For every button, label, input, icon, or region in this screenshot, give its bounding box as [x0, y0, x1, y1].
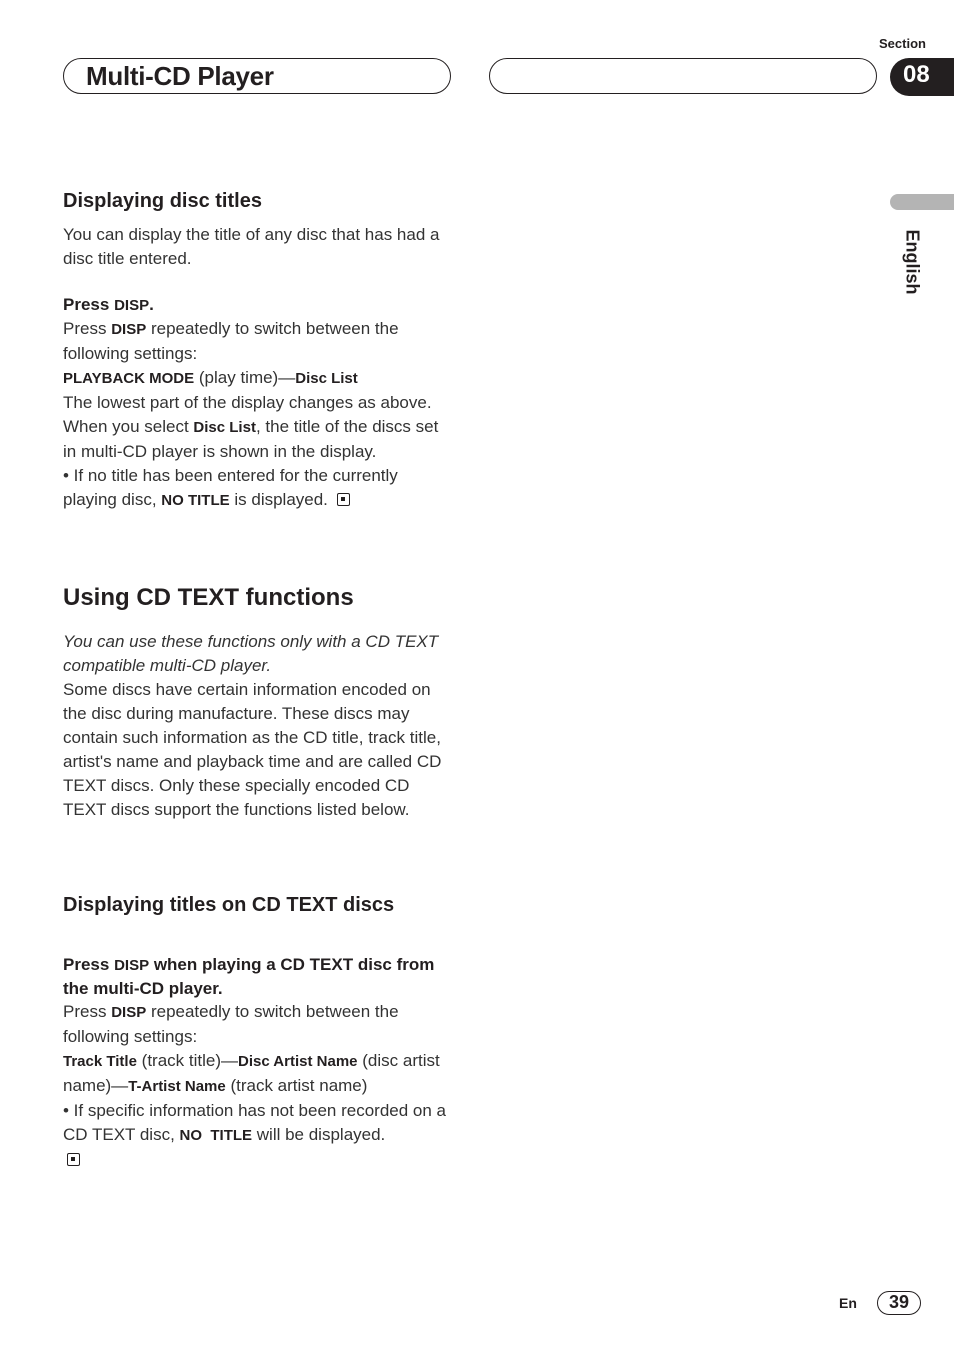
detail-text: Press — [63, 319, 107, 338]
cd-text-titles-step — [63, 953, 455, 1000]
header-title-box — [63, 58, 451, 94]
section-number-tab — [890, 58, 954, 96]
setting-track-title: Track Title — [63, 1053, 137, 1070]
disc-titles-note — [63, 464, 455, 513]
no-title-key: NO TITLE — [161, 492, 230, 509]
section-label: Section — [879, 36, 926, 51]
cd-text-titles-note — [63, 1099, 455, 1172]
setting-desc: (track artist name) — [230, 1076, 368, 1095]
step-period: . — [149, 295, 154, 314]
setting-desc: (track title)— — [141, 1051, 239, 1070]
language-tab — [890, 194, 954, 210]
page-number: 39 — [877, 1291, 921, 1315]
cd-text-titles-detail — [63, 1000, 455, 1049]
disc-titles-intro: You can display the title of any disc that has had a disc title entered. — [63, 225, 440, 268]
footer-language-code: En — [839, 1295, 857, 1311]
cd-text-section — [63, 584, 455, 822]
note-text: • If specific information has not been recorded on a CD TEXT disc, — [63, 1101, 447, 1144]
language-label: English — [902, 229, 923, 295]
disc-titles-step — [63, 293, 455, 317]
note-text: • If no title has been entered for the currently playing disc, — [63, 466, 398, 509]
cd-text-titles-settings — [63, 1049, 455, 1099]
disp-key: DISP — [111, 321, 147, 338]
page-title: Multi-CD Player — [86, 61, 274, 91]
no-title-key: NO TITLE — [179, 1127, 253, 1144]
disc-list-key: Disc List — [193, 419, 256, 436]
setting-desc: (play time)— — [198, 368, 296, 387]
disc-titles-detail — [63, 317, 455, 366]
header-blank-box — [489, 58, 877, 94]
setting-t-artist-name: T-Artist Name — [128, 1078, 226, 1095]
disp-key: DISP — [114, 297, 150, 314]
cd-text-body: Some discs have certain information encoded on the disc during manufacture. These discs may contain such information as the CD title, track title, artist's name and playback time and are called CD TEXT discs. Only these specially encoded CD TEXT discs support the functions listed below. — [63, 680, 442, 819]
setting-playback-mode: PLAYBACK MODE — [63, 370, 195, 387]
cd-text-italic-note: You can use these functions only with a CD TEXT compatible multi-CD player. — [63, 632, 439, 675]
disp-key: DISP — [114, 957, 150, 974]
body-text: The lowest part of the display changes as above. When you select — [63, 393, 432, 436]
cd-text-heading: Using CD TEXT functions — [63, 584, 354, 611]
disc-titles-body — [63, 391, 455, 464]
end-mark-icon — [67, 1153, 80, 1166]
cd-text-titles-heading: Displaying titles on CD TEXT discs — [63, 894, 395, 916]
disc-titles-settings — [63, 366, 455, 391]
detail-text: repeatedly to switch between the following settings: — [63, 319, 399, 363]
section-number: 08 — [903, 61, 930, 88]
setting-disc-artist-name: Disc Artist Name — [238, 1053, 358, 1070]
setting-disc-list: Disc List — [295, 370, 358, 387]
step-rest-text: when playing a CD TEXT disc from the multi-CD player. — [63, 955, 435, 998]
note-text: will be displayed. — [256, 1125, 386, 1144]
step-press-text: Press — [63, 295, 110, 314]
note-text: is displayed. — [234, 490, 328, 509]
body-text: , the title of the discs set in multi-CD player is shown in the display. — [63, 417, 439, 461]
disp-key: DISP — [111, 1004, 147, 1021]
setting-desc: (disc artist name)— — [63, 1051, 440, 1095]
disc-titles-heading: Displaying disc titles — [63, 190, 262, 212]
end-mark-icon — [337, 493, 350, 506]
detail-text: repeatedly to switch between the following settings: — [63, 1002, 399, 1046]
cd-text-titles-section — [63, 893, 455, 1172]
detail-text: Press — [63, 1002, 107, 1021]
step-press-text: Press — [63, 955, 110, 974]
disc-titles-section — [63, 189, 455, 513]
